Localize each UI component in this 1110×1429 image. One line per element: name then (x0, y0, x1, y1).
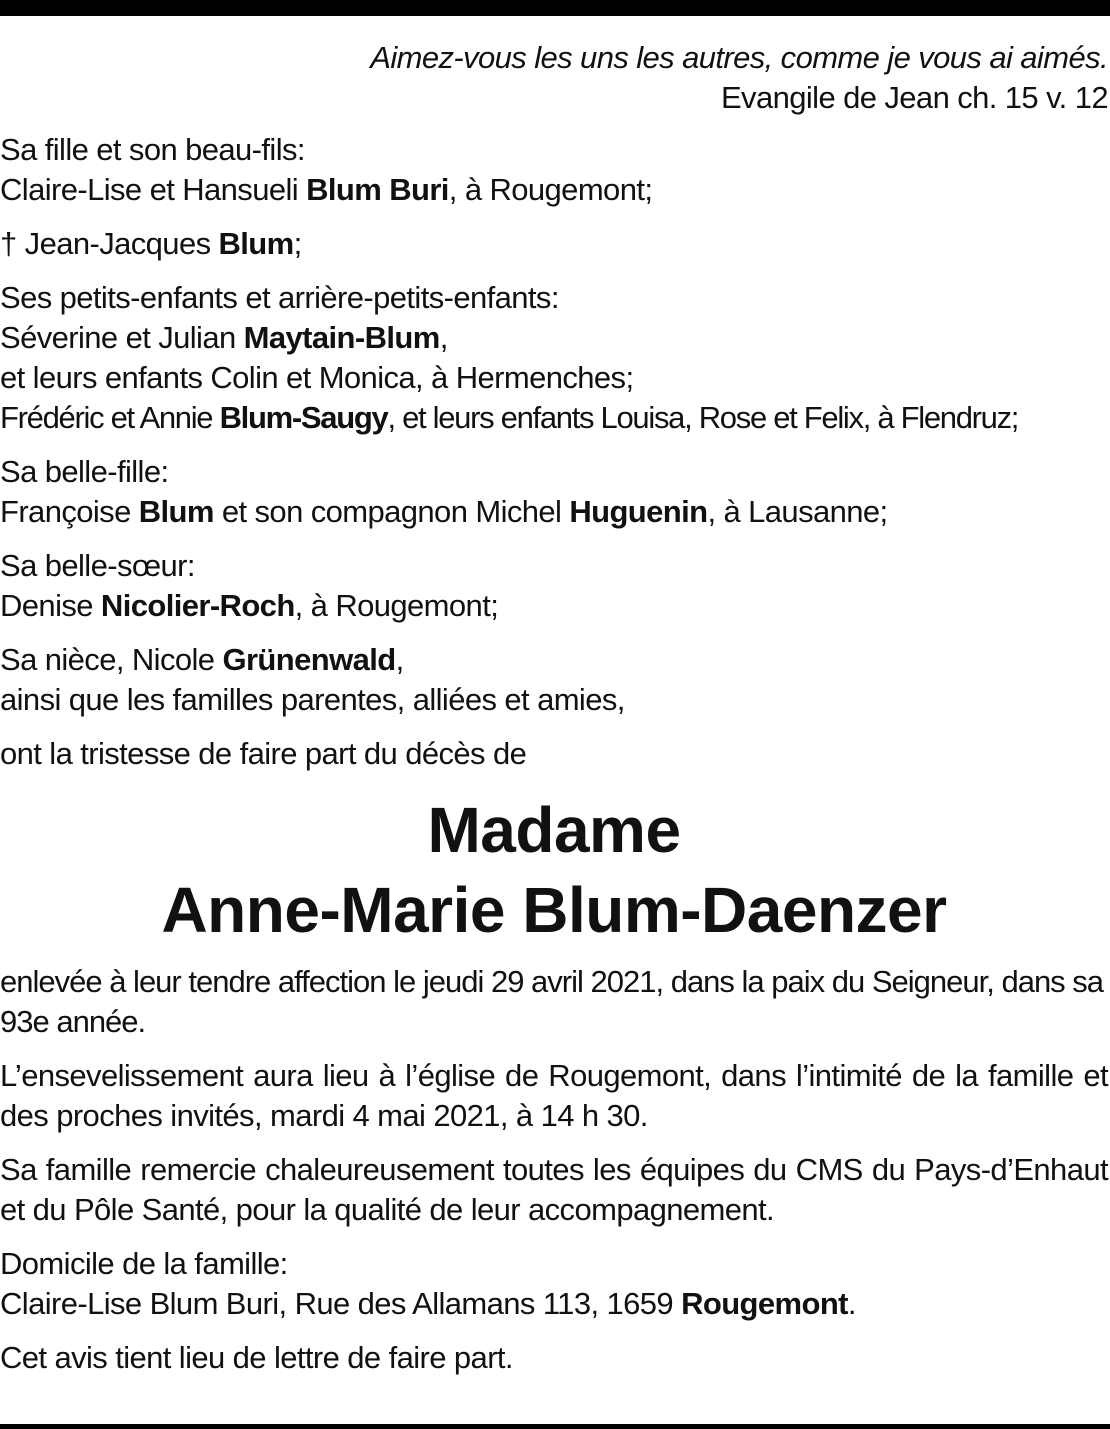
domicile-town: Rougemont (681, 1286, 848, 1321)
dil-surname: Blum (138, 494, 214, 529)
thanks-text: Sa famille remercie chaleureusement toutes les équipes du CMS du Pays-d’Enhaut et du Pôle Santé, pour la qualité de leur accompagnement. (0, 1152, 1108, 1227)
burial-text: L’ensevelissement aura lieu à l’église de Rougemont, dans l’intimité de la famille et des proches invités, mardi 4 mai 2021, à 14 h 30. (0, 1058, 1108, 1133)
grandchildren-heading: Ses petits-enfants et arrière-petits-enfants: (0, 280, 559, 315)
bottom-rule (0, 1424, 1110, 1429)
daughter-names: Claire-Lise et Hansueli (0, 172, 299, 207)
gc1-end: , (439, 320, 448, 355)
gc2-names: Frédéric et Annie (0, 400, 213, 435)
gc1-names: Séverine et Julian (0, 320, 236, 355)
daughter-heading: Sa fille et son beau-fils: (0, 132, 305, 167)
epigraph-reference: Evangile de Jean ch. 15 v. 12 (720, 80, 1108, 115)
daughter-section (0, 130, 1108, 210)
gc1-surname: Maytain-Blum (243, 320, 440, 355)
domicile-heading: Domicile de la famille: (0, 1246, 288, 1281)
top-rule (0, 0, 1110, 16)
notice-text: Cet avis tient lieu de lettre de faire part. (0, 1340, 513, 1375)
deceased-son-surname: Blum (218, 226, 294, 261)
niece-section (0, 640, 1108, 720)
deceased-full-name: Anne-Marie Blum-Daenzer (161, 874, 947, 946)
passing-text: enlevée à leur tendre affection le jeudi 29 avril 2021, dans la paix du Seigneur, dans sa 93e année. (0, 964, 1104, 1039)
dil-place: , à Lausanne; (707, 494, 888, 529)
gc2-line (0, 400, 1018, 435)
dil-partner-surname: Huguenin (569, 494, 708, 529)
announcement-line: ont la tristesse de faire part du décès de (0, 736, 527, 771)
gc2-rest: , et leurs enfants Louisa, Rose et Felix, à Flendruz; (387, 400, 1019, 435)
daughter-in-law-section (0, 452, 1108, 532)
deceased-son-first: Jean-Jacques (24, 226, 211, 261)
niece-prefix: Sa nièce, Nicole (0, 642, 215, 677)
sister-in-law-section (0, 546, 1108, 626)
epigraph-quote: Aimez-vous les uns les autres, comme je vous ai aimés. (370, 40, 1108, 75)
obituary-notice (0, 38, 1108, 1392)
sil-first: Denise (0, 588, 93, 623)
domicile-end: . (847, 1286, 856, 1321)
deceased-son-end: ; (293, 226, 302, 261)
niece-end: , (395, 642, 404, 677)
dil-mid: et son compagnon Michel (221, 494, 562, 529)
sister-in-law-heading: Sa belle-sœur: (0, 548, 195, 583)
relatives-line: ainsi que les familles parentes, alliées et amies, (0, 682, 625, 717)
daughter-place: , à Rougemont; (448, 172, 653, 207)
gc2-surname: Blum-Saugy (219, 400, 388, 435)
dil-first: Françoise (0, 494, 131, 529)
niece-surname: Grünenwald (222, 642, 396, 677)
cross-symbol: † (0, 226, 17, 261)
grandchildren-section (0, 278, 1108, 438)
deceased-name-block (0, 790, 1108, 950)
domicile-section (0, 1244, 1108, 1324)
gc1-children: et leurs enfants Colin et Monica, à Hermenches; (0, 360, 634, 395)
domicile-address: Claire-Lise Blum Buri, Rue des Allamans 113, 1659 (0, 1286, 674, 1321)
deceased-title: Madame (427, 794, 681, 866)
sil-place: , à Rougemont; (294, 588, 499, 623)
deceased-son-section (0, 224, 1108, 264)
sil-surname: Nicolier-Roch (100, 588, 295, 623)
daughter-surname: Blum Buri (306, 172, 449, 207)
daughter-in-law-heading: Sa belle-fille: (0, 454, 169, 489)
